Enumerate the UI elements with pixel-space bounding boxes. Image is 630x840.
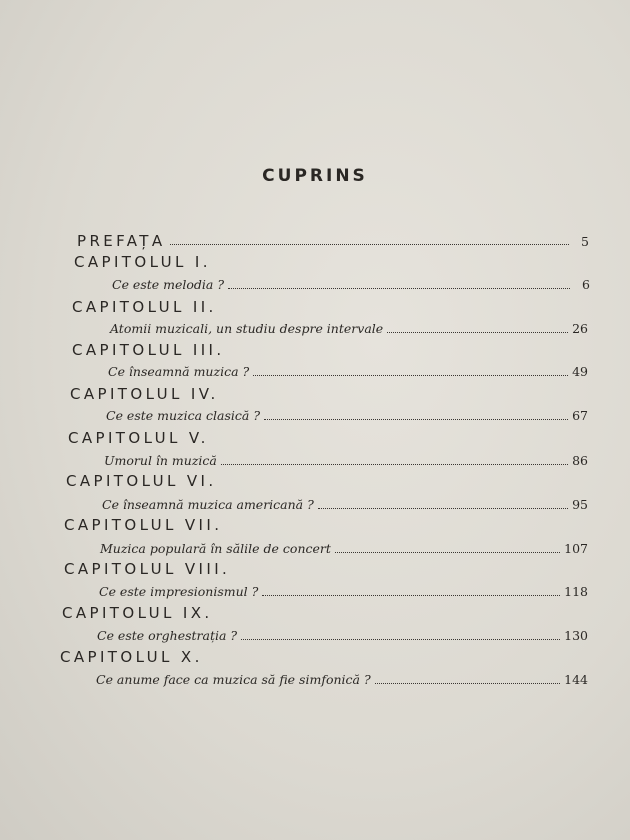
entry-title: Ce este melodia ? bbox=[112, 277, 225, 292]
entry-title: Umorul în muzică bbox=[104, 453, 217, 468]
toc-entry bbox=[100, 541, 588, 556]
chapter-heading: CAPITOLUL IV. bbox=[70, 385, 219, 403]
entry-title: Ce înseamnă muzica ? bbox=[108, 364, 250, 379]
entry-title: Ce este impresionismul ? bbox=[99, 584, 259, 599]
entry-title: Ce este orghestrația ? bbox=[97, 628, 238, 643]
toc-entry bbox=[99, 584, 588, 599]
leader-dots bbox=[241, 638, 560, 640]
toc-entry bbox=[97, 628, 588, 643]
leader-dots bbox=[264, 418, 568, 420]
leader-dots bbox=[221, 463, 568, 465]
toc-entry bbox=[108, 364, 588, 379]
chapter-heading: CAPITOLUL VIII. bbox=[64, 560, 231, 578]
toc-entry bbox=[112, 277, 590, 292]
page-number: 130 bbox=[564, 628, 588, 643]
entry-title: Muzica populară în sălile de concert bbox=[100, 541, 331, 556]
chapter-heading: CAPITOLUL I. bbox=[74, 253, 211, 271]
entry-title: Ce înseamnă muzica americană ? bbox=[102, 497, 314, 512]
leader-dots bbox=[262, 594, 560, 596]
toc-entry bbox=[106, 408, 588, 423]
chapter-heading: CAPITOLUL X. bbox=[60, 648, 203, 666]
entry-title: Atomii muzicali, un studiu despre intervale bbox=[110, 321, 384, 336]
chapter-heading: CAPITOLUL IX. bbox=[62, 604, 213, 622]
toc-entry bbox=[110, 321, 588, 336]
page-number: 86 bbox=[572, 453, 588, 468]
chapter-heading: CAPITOLUL III. bbox=[72, 341, 225, 359]
chapter-heading: CAPITOLUL V. bbox=[68, 429, 209, 447]
page-number: 118 bbox=[564, 584, 588, 599]
page-number: 26 bbox=[572, 321, 588, 336]
entry-title: Ce anume face ca muzica să fie simfonică ? bbox=[96, 672, 371, 687]
preface-label: PREFAȚA bbox=[77, 232, 166, 250]
leader-dots bbox=[318, 507, 568, 509]
chapter-heading: CAPITOLUL VII. bbox=[64, 516, 223, 534]
chapter-heading: CAPITOLUL II. bbox=[72, 298, 217, 316]
leader-dots bbox=[335, 551, 560, 553]
leader-dots bbox=[387, 331, 568, 333]
page-number: 95 bbox=[572, 497, 588, 512]
page-number: 5 bbox=[581, 234, 589, 249]
page-number: 67 bbox=[572, 408, 588, 423]
page-number: 6 bbox=[582, 277, 590, 292]
toc-entry bbox=[96, 672, 588, 687]
toc-preface bbox=[77, 232, 589, 250]
leader-dots bbox=[253, 374, 568, 376]
page-number: 49 bbox=[572, 364, 588, 379]
page-number: 144 bbox=[564, 672, 588, 687]
toc-entry bbox=[102, 497, 588, 512]
leader-dots bbox=[170, 243, 569, 245]
entry-title: Ce este muzica clasică ? bbox=[106, 408, 261, 423]
toc-entry bbox=[104, 453, 588, 468]
leader-dots bbox=[228, 287, 570, 289]
leader-dots bbox=[375, 682, 560, 684]
chapter-heading: CAPITOLUL VI. bbox=[66, 472, 217, 490]
page-number: 107 bbox=[564, 541, 588, 556]
page-title: CUPRINS bbox=[262, 166, 368, 186]
